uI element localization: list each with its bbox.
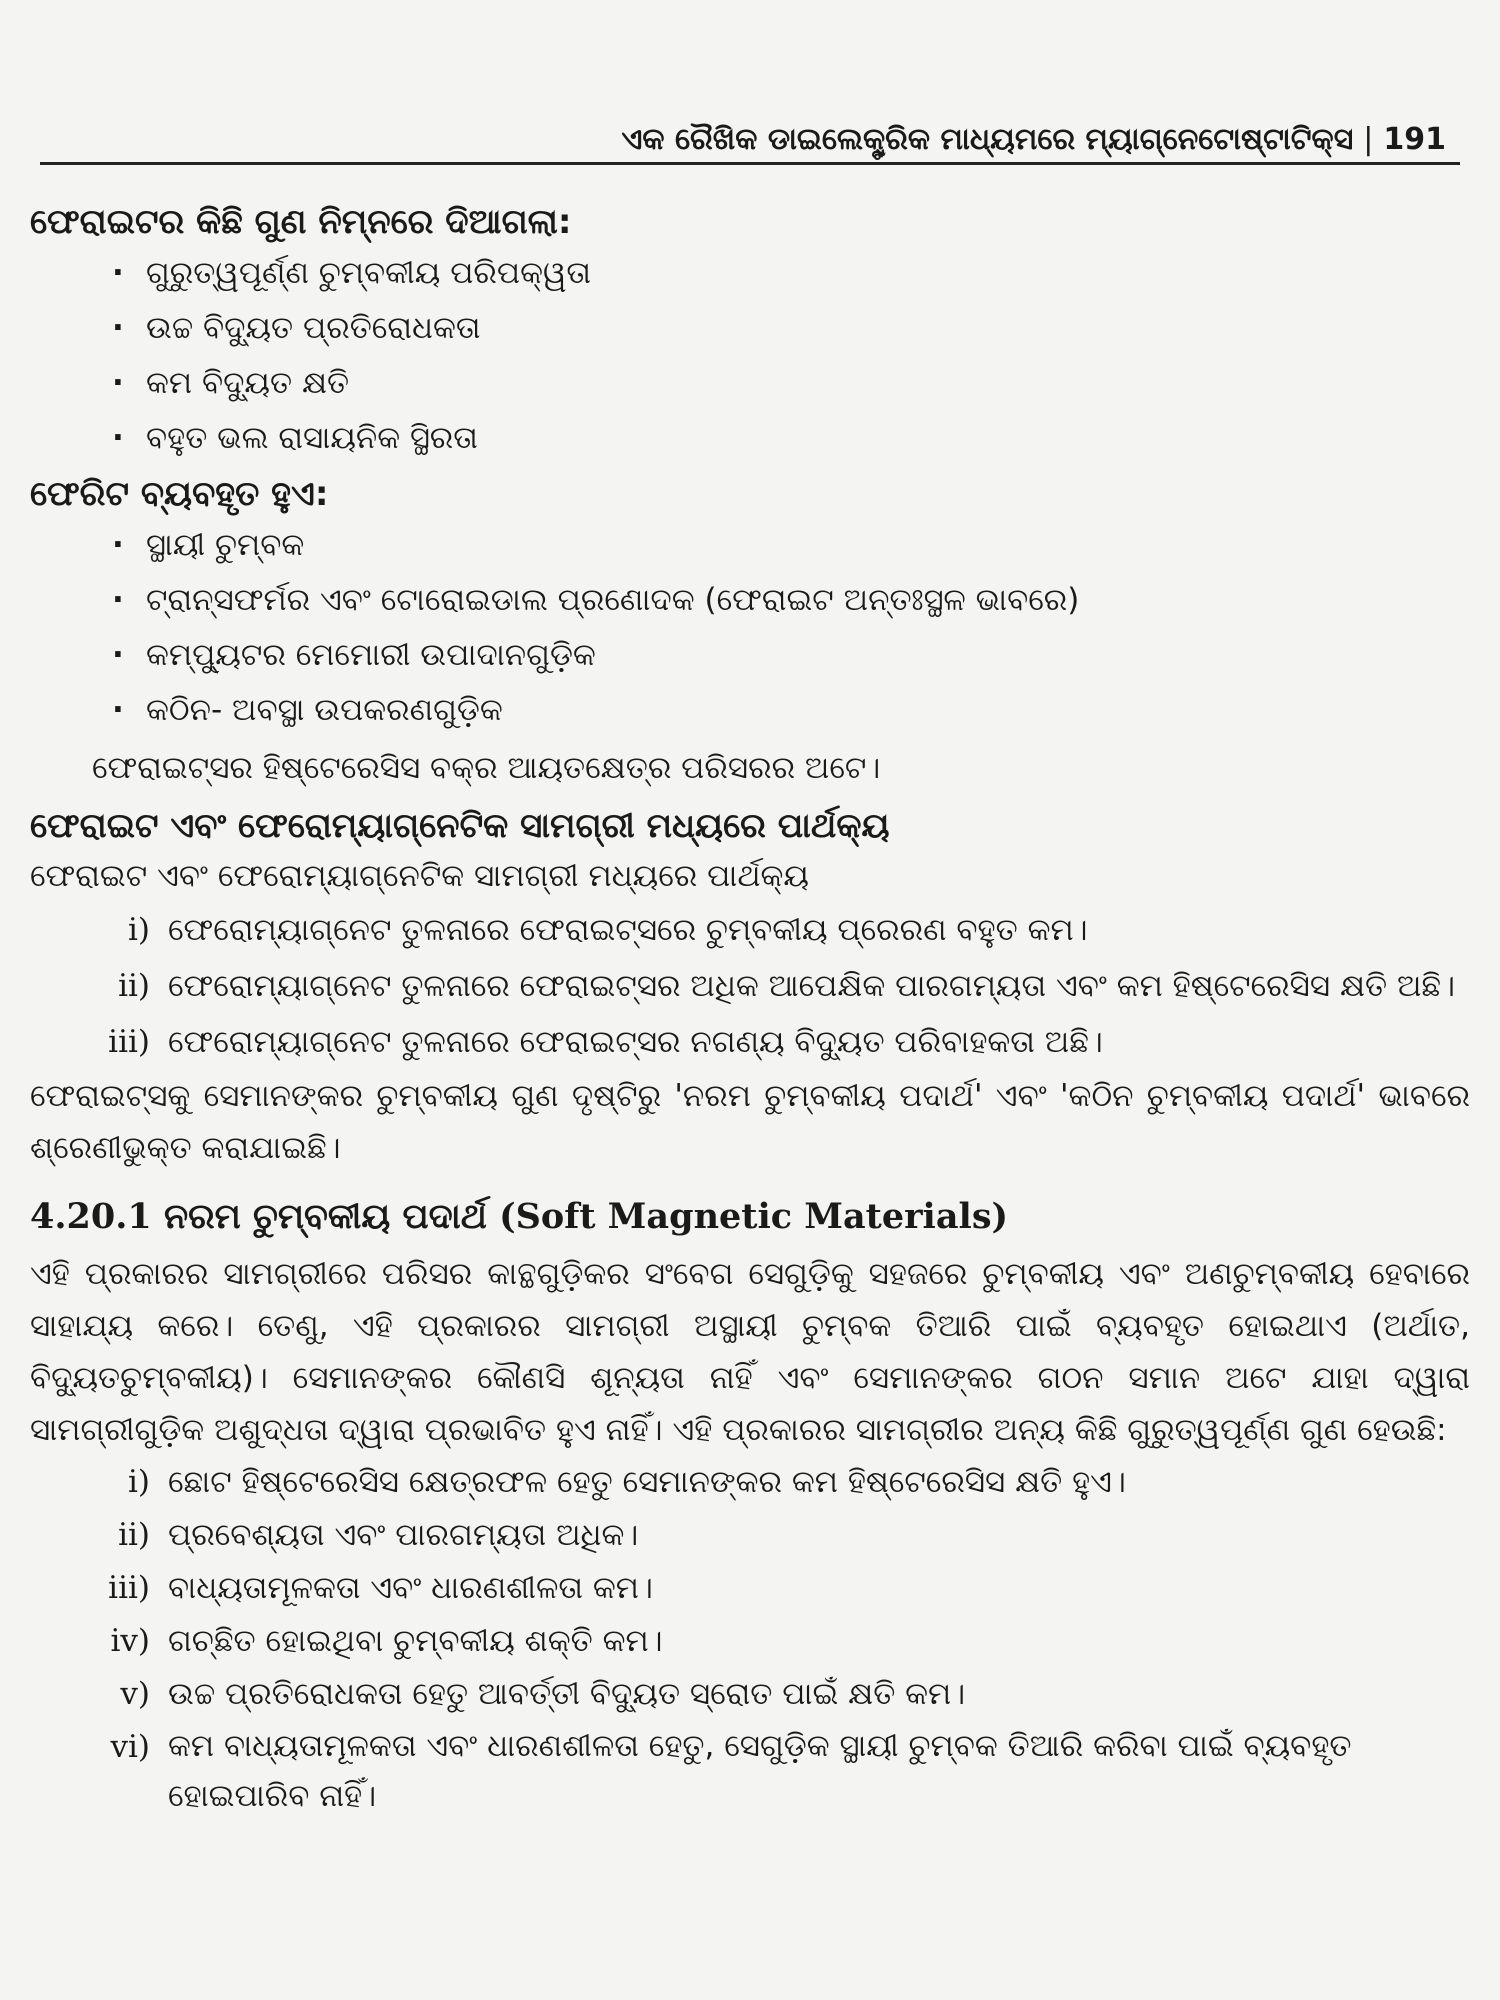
soft-magnetic-paragraph: ଏହି ପ୍ରକାରର ସାମଗ୍ରୀରେ ପରିସର କାନ୍ଥଗୁଡ଼ିକର ସଂବେଗ ସେଗୁଡ଼ିକୁ ସହଜରେ ଚୁମ୍ବକୀୟ ଏବଂ ଅଣଚୁମ୍ବକୀୟ ହେବାରେ ସାହାଯ୍ୟ କରେ। ତେଣୁ, ଏହି ପ୍ରକାରର ସାମଗ୍ରୀ ଅସ୍ଥାୟୀ ଚୁମ୍ବକ ତିଆରି ପାଇଁ ବ୍ୟବହୃତ ହୋଇଥାଏ (ଅର୍ଥାତ, ବିଦ୍ୟୁତଚୁମ୍ବକୀୟ)। ସେମାନଙ୍କର କୌଣସି ଶୂନ୍ୟତା ନାହିଁ ଏବଂ ସେମାନଙ୍କର ଗଠନ ସମାନ ଅଟେ ଯାହା ଦ୍ୱାରା ସାମଗ୍ରୀଗୁଡ଼ିକ ଅଶୁଦ୍ଧତା ଦ୍ୱାରା ପ୍ରଭାବିତ ହୁଏ ନାହିଁ। ଏହି ପ୍ରକାରର ସାମଗ୍ରୀର ଅନ୍ୟ କିଛି ଗୁରୁତ୍ୱପୂର୍ଣ୍ଣ ଗୁଣ ହେଉଛି: bbox=[30, 1256, 1470, 1448]
chapter-title: ଏକ ରୈଖିକ ଡାଇଲେକ୍ଟ୍ରିକ ମାଧ୍ୟମରେ ମ୍ୟାଗ୍ନେଟୋଷ୍ଟାଟିକ୍ସ bbox=[621, 122, 1354, 157]
list-item: · କମ୍ପ୍ୟୁଟର ମେମୋରୀ ଉପାଦାନଗୁଡ଼ିକ bbox=[112, 628, 1470, 683]
difference-heading: ଫେରାଇଟ ଏବଂ ଫେରୋମ୍ୟାଗ୍ନେଟିକ ସାମଗ୍ରୀ ମଧ୍ୟରେ ପାର୍ଥକ୍ୟ bbox=[30, 806, 890, 846]
page-number: 191 bbox=[1383, 122, 1446, 157]
list-item: v) ଉଚ୍ଚ ପ୍ରତିରୋଧକତା ହେତୁ ଆବର୍ତ୍ତୀ ବିଦ୍ୟୁତ ସ୍ରୋତ ପାଇଁ କ୍ଷତି କମ। bbox=[120, 1676, 966, 1712]
list-item: · ଟ୍ରାନ୍ସଫର୍ମର ଏବଂ ଟୋରୋଇଡାଲ ପ୍ରଣୋଦକ (ଫେରାଇଟ ଅନ୍ତଃସ୍ଥଳ ଭାବରେ) bbox=[112, 573, 1470, 628]
section-title bbox=[30, 1188, 1470, 1246]
page-content bbox=[30, 198, 1470, 1821]
bullet-icon: · bbox=[112, 310, 124, 346]
ferrite-uses-heading: ଫେରିଟ ବ୍ୟବହୃତ ହୁଏ: bbox=[30, 474, 329, 514]
ferrite-properties-heading: ଫେରାଇଟର କିଛି ଗୁଣ ନିମ୍ନରେ ଦିଆଗଲା: bbox=[30, 202, 572, 242]
bullet-icon: · bbox=[112, 692, 124, 728]
section-title-odia: ନରମ ଚୁମ୍ବକୀୟ ପଦାର୍ଥ bbox=[163, 1197, 487, 1237]
section-title-english: (Soft Magnetic Materials) bbox=[499, 1196, 1009, 1237]
page-header bbox=[40, 118, 1460, 165]
hysteresis-note: ଫେରାଇଟ୍ସର ହିଷ୍ଟେରେସିସ ବକ୍ର ଆୟତକ୍ଷେତ୍ର ପରିସରର ଅଟେ। bbox=[92, 750, 881, 786]
bullet-icon: · bbox=[112, 255, 124, 291]
list-item: · ସ୍ଥାୟୀ ଚୁମ୍ବକ bbox=[112, 518, 1470, 573]
classification-paragraph: ଫେରାଇଟ୍ସକୁ ସେମାନଙ୍କର ଚୁମ୍ବକୀୟ ଗୁଣ ଦୃଷ୍ଟିରୁ 'ନରମ ଚୁମ୍ବକୀୟ ପଦାର୍ଥ' ଏବଂ 'କଠିନ ଚୁମ୍ବକୀୟ ପଦାର୍ଥ' ଭାବରେ ଶ୍ରେଣୀଭୁକ୍ତ କରାଯାଇଛି। bbox=[30, 1078, 1470, 1166]
list-item: iv) ଗଚ୍ଛିତ ହୋଇଥିବା ଚୁମ୍ବକୀୟ ଶକ୍ତି କମ। bbox=[110, 1623, 663, 1659]
bullet-icon: · bbox=[112, 582, 124, 618]
difference-intro: ଫେରାଇଟ ଏବଂ ଫେରୋମ୍ୟାଗ୍ନେଟିକ ସାମଗ୍ରୀ ମଧ୍ୟରେ ପାର୍ଥକ୍ୟ bbox=[30, 858, 810, 894]
list-item: i) ଫେରୋମ୍ୟାଗ୍ନେଟ ତୁଳନାରେ ଫେରାଇଟ୍ସରେ ଚୁମ୍ବକୀୟ ପ୍ରେରଣ ବହୁତ କମ। bbox=[127, 912, 1088, 948]
list-item: · କଠିନ- ଅବସ୍ଥା ଉପକରଣଗୁଡ଼ିକ bbox=[112, 683, 1470, 738]
soft-magnetic-list bbox=[30, 1456, 1470, 1821]
list-item: ii) ପ୍ରବେଶ୍ୟତା ଏବଂ ପାରଗମ୍ୟତା ଅଧିକ। bbox=[118, 1517, 639, 1553]
section-number: 4.20.1 bbox=[30, 1196, 152, 1237]
list-item: · ବହୁତ ଭଲ ରାସାୟନିକ ସ୍ଥିରତା bbox=[112, 411, 1470, 466]
list-item: iii) ଫେରୋମ୍ୟାଗ୍ନେଟ ତୁଳନାରେ ଫେରାଇଟ୍ସର ନଗଣ୍ୟ ବିଦ୍ୟୁତ ପରିବାହକତା ଅଛି। bbox=[108, 1024, 1103, 1060]
running-header bbox=[621, 122, 1446, 157]
bullet-icon: · bbox=[112, 420, 124, 456]
list-item: · କମ ବିଦ୍ୟୁତ କ୍ଷତି bbox=[112, 356, 1470, 411]
header-separator: | bbox=[1363, 122, 1374, 157]
list-item: i) ଛୋଟ ହିଷ୍ଟେରେସିସ କ୍ଷେତ୍ରଫଳ ହେତୁ ସେମାନଙ୍କର କମ ହିଷ୍ଟେରେସିସ କ୍ଷତି ହୁଏ। bbox=[127, 1464, 1126, 1500]
ferrite-properties-list bbox=[30, 246, 1470, 466]
list-item: ii) ଫେରୋମ୍ୟାଗ୍ନେଟ ତୁଳନାରେ ଫେରାଇଟ୍ସର ଅଧିକ ଆପେକ୍ଷିକ ପାରଗମ୍ୟତା ଏବଂ କମ ହିଷ୍ଟେରେସିସ କ୍ଷତି ଅଛି। bbox=[118, 968, 1456, 1004]
list-item: vi) କମ ବାଧ୍ୟତାମୂଳକତା ଏବଂ ଧାରଣଶୀଳତା ହେତୁ, ସେଗୁଡ଼ିକ ସ୍ଥାୟୀ ଚୁମ୍ବକ ତିଆରି କରିବା ପାଇଁ ବ୍ୟବହୃତ ହୋଇପାରିବ ନାହିଁ। bbox=[110, 1728, 1352, 1814]
bullet-icon: · bbox=[112, 637, 124, 673]
list-item: · ଉଚ୍ଚ ବିଦ୍ୟୁତ ପ୍ରତିରୋଧକତା bbox=[112, 301, 1470, 356]
bullet-icon: · bbox=[112, 365, 124, 401]
bullet-icon: · bbox=[112, 527, 124, 563]
list-item: iii) ବାଧ୍ୟତାମୂଳକତା ଏବଂ ଧାରଣଶୀଳତା କମ। bbox=[108, 1570, 653, 1606]
difference-list bbox=[30, 902, 1470, 1070]
ferrite-uses-list bbox=[30, 518, 1470, 738]
list-item: · ଗୁରୁତ୍ୱପୂର୍ଣ୍ଣ ଚୁମ୍ବକୀୟ ପରିପକ୍ୱତା bbox=[112, 246, 1470, 301]
